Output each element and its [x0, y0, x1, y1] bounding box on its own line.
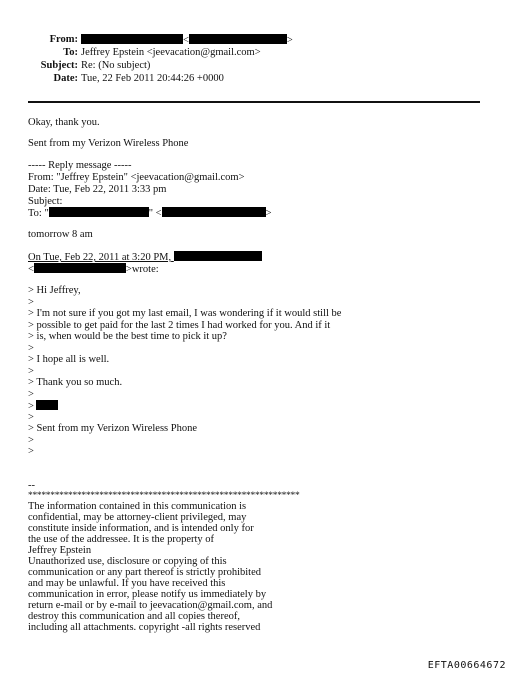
quote-greeting: > Hi Jeffrey,: [28, 285, 81, 296]
subject-value: Re: (No subject): [81, 60, 151, 71]
disclaimer-line: communication in error, please notify us immediately by: [28, 589, 267, 600]
reply-marker: ----- Reply message -----: [28, 160, 132, 171]
header-date-row: [0, 73, 512, 86]
quote-line-1: > I'm not sure if you got my last email, I was wondering if it would still be: [28, 308, 342, 319]
quote-blank: >: [28, 366, 34, 377]
quote-thanks: > Thank you so much.: [28, 377, 123, 388]
from-label: From:: [49, 34, 78, 45]
quote-line-2: > possible to get paid for the last 2 times I had worked for you. And if it: [28, 320, 331, 331]
quoted-to-prefix: To: ": [28, 208, 49, 219]
on-line-text: On Tue, Feb 22, 2011 at 3:20 PM,: [28, 252, 172, 263]
redacted-sender-name: [81, 34, 183, 44]
quote-blank: >: [28, 435, 34, 446]
header-divider: [28, 101, 480, 103]
quote-blank: >: [28, 343, 34, 354]
quoted-subject: Subject:: [28, 196, 63, 207]
quote-blank: >: [28, 389, 34, 400]
disclaimer-line: and may be unlawful. If you have received this: [28, 578, 226, 589]
quoted-message: tomorrow 8 am: [28, 229, 93, 240]
date-value: Tue, 22 Feb 2011 20:44:26 +0000: [81, 73, 224, 84]
to-value: Jeffrey Epstein <jeevacation@gmail.com>: [81, 47, 261, 58]
redacted-recipient-email: [162, 207, 266, 217]
redacted-recipient-name: [49, 207, 149, 217]
quoted-from: From: "Jeffrey Epstein" <jeevacation@gmail.com>: [28, 172, 245, 183]
quoted-date: Date: Tue, Feb 22, 2011 3:33 pm: [28, 184, 167, 195]
quote-blank: >: [28, 297, 34, 308]
quote-line-3: > is, when would be the best time to pick it up?: [28, 331, 227, 342]
redacted-original-sender: [174, 251, 262, 261]
redacted-name: [36, 400, 58, 410]
wrote-line: [28, 263, 159, 276]
document-id: EFTA00664672: [427, 660, 506, 671]
quote-gt: >: [28, 401, 34, 412]
disclaimer-line: including all attachments. copyright -all rights reserved: [28, 622, 261, 633]
disclaimer-line: Unauthorized use, disclosure or copying of this: [28, 556, 227, 567]
from-lt: <: [183, 35, 189, 46]
quoted-to: [28, 207, 272, 220]
header-from-row: [0, 34, 512, 47]
quote-sent: > Sent from my Verizon Wireless Phone: [28, 423, 198, 434]
disclaimer-line: the use of the addressee. It is the property of: [28, 534, 215, 545]
disclaimer-line: destroy this communication and all copies thereof,: [28, 611, 240, 622]
quoted-to-mid: " <: [148, 208, 162, 219]
redacted-original-email: [34, 263, 126, 273]
reply-text: Okay, thank you.: [28, 117, 100, 128]
quoted-to-suffix: >: [265, 208, 272, 219]
disclaimer-line: constitute inside information, and is intended only for: [28, 523, 254, 534]
redacted-sender-email: [189, 34, 287, 44]
disclaimer-line: communication or any part thereof is strictly prohibited: [28, 567, 261, 578]
stars-separator: *************************************************************: [28, 491, 300, 501]
from-gt: >: [286, 35, 293, 46]
date-label: Date:: [53, 73, 78, 84]
quote-blank: >: [28, 446, 34, 457]
header-to-row: [0, 47, 512, 60]
header-subject-row: [0, 60, 512, 73]
wrote-suffix: >wrote:: [125, 264, 159, 275]
disclaimer-line: return e-mail or by e-mail to jeevacation@gmail.com, and: [28, 600, 273, 611]
to-label: To:: [63, 47, 78, 58]
reply-signature: Sent from my Verizon Wireless Phone: [28, 138, 189, 149]
quote-blank: >: [28, 412, 34, 423]
subject-label: Subject:: [40, 60, 78, 71]
quote-hope: > I hope all is well.: [28, 354, 110, 365]
disclaimer-line: The information contained in this communication is: [28, 501, 247, 512]
wrote-prefix: <: [28, 264, 34, 275]
sig-dashes: --: [28, 480, 35, 491]
disclaimer-line: Jeffrey Epstein: [28, 545, 92, 556]
disclaimer-line: confidential, may be attorney-client privileged, may: [28, 512, 247, 523]
